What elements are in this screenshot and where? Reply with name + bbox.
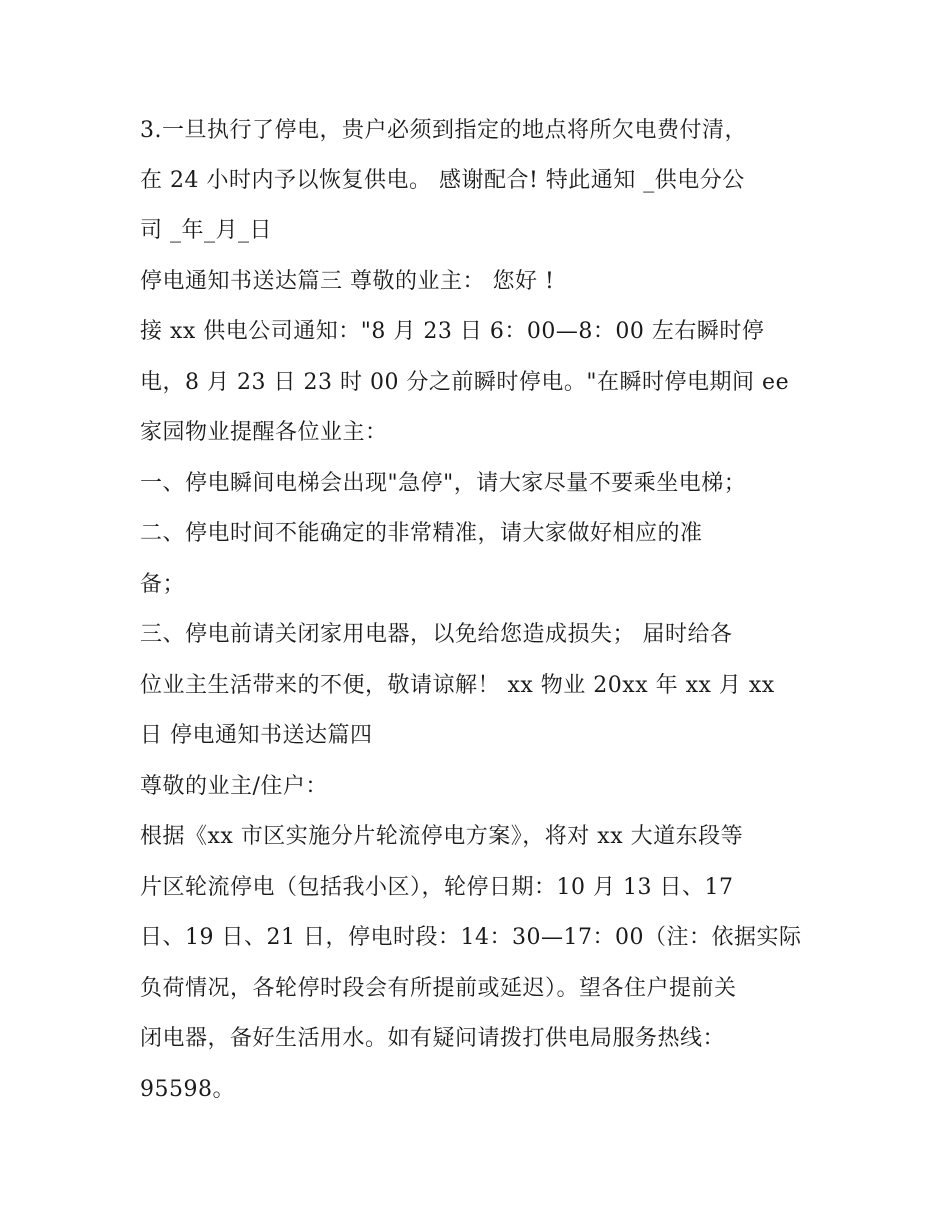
text-line: 3.一旦执行了停电，贵户必须到指定的地点将所欠电费付清， [140, 118, 747, 143]
text-line: 日、19 日、21 日，停电时段：14：30—17：00（注：依据实际 [140, 925, 802, 950]
text-line: 一、停电瞬间电梯会出现"急停"，请大家尽量不要乘坐电梯； [140, 471, 747, 496]
text-line: 闭电器，备好生活用水。如有疑问请拨打供电局服务热线： [140, 1026, 726, 1051]
text-line: 二、停电时间不能确定的非常精准，请大家做好相应的准 [140, 521, 703, 546]
text-line: 停电通知书送达篇三 尊敬的业主： 您好 ! [140, 269, 555, 294]
text-line: 根据《xx 市区实施分片轮流停电方案》，将对 xx 大道东段等 [140, 824, 744, 849]
text-line: 95598。 [140, 1077, 235, 1102]
text-line: 备； [140, 572, 186, 597]
text-line: 家园物业提醒各位业主： [140, 420, 388, 445]
text-line: 三、停电前请关闭家用电器，以免给您造成损失； 届时给各 [140, 622, 733, 647]
text-line: 司 _年_月_日 [140, 218, 272, 243]
text-line: 位业主生活带来的不便，敬请谅解！ xx 物业 20xx 年 xx 月 xx [140, 673, 775, 698]
text-line: 日 停电通知书送达篇四 [140, 723, 373, 748]
text-line: 电，8 月 23 日 23 时 00 分之前瞬时停电。"在瞬时停电期间 ee [140, 370, 790, 395]
text-line: 尊敬的业主/住户： [140, 774, 328, 799]
text-line: 片区轮流停电（包括我小区），轮停日期：10 月 13 日、17 [140, 875, 734, 900]
text-line: 在 24 小时内予以恢复供电。 感谢配合! 特此通知 _供电分公 [140, 168, 745, 193]
text-line: 接 xx 供电公司通知："8 月 23 日 6：00—8：00 左右瞬时停 [140, 319, 765, 344]
text-line: 负荷情况，各轮停时段会有所提前或延迟）。望各住户提前关 [140, 976, 737, 1001]
